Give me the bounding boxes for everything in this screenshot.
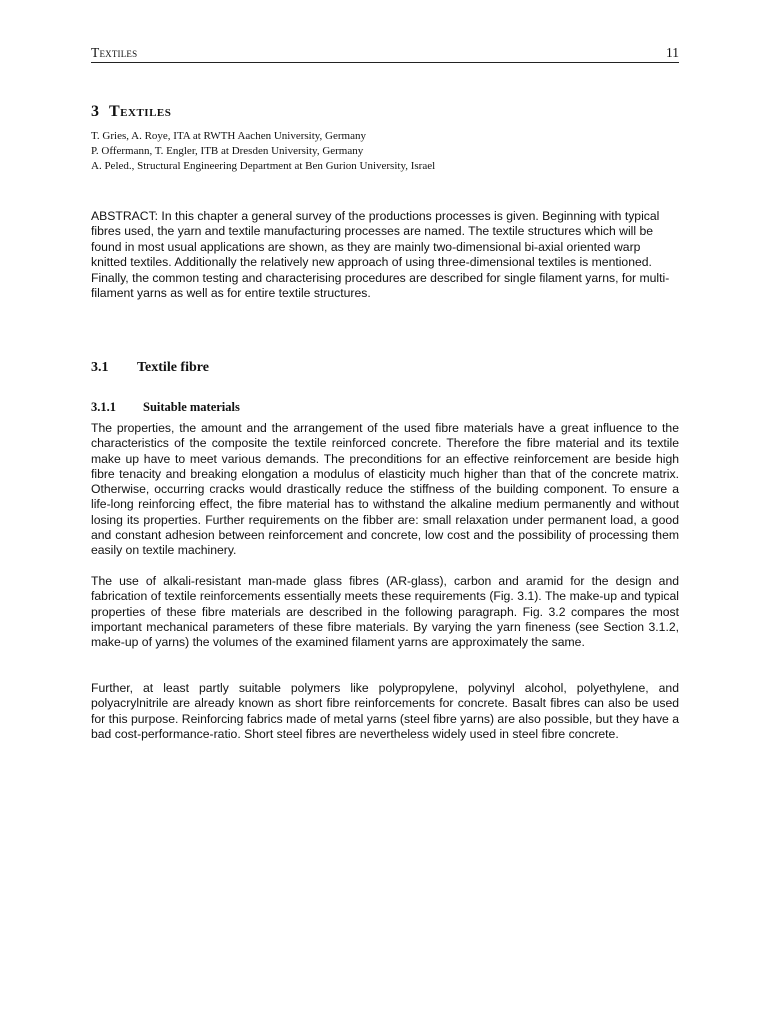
- section-number: 3.1: [91, 360, 109, 375]
- body-paragraph: Further, at least partly suitable polymers like polypropylene, polyvinyl alcohol, polyethylene, and polyacrylnitrile are already known as short fibre reinforcements for concrete. Basalt fibres can also be used for this purpose. Reinforcing fabrics made of metal yarns (steel fibre yarns) are also possible, but they have a bad cost-performance-ratio. Short steel fibres are nevertheless widely used in steel fibre concrete.: [91, 681, 679, 741]
- subsection-title: Suitable materials: [143, 400, 240, 414]
- chapter-number: 3: [91, 103, 100, 120]
- subsection-heading: [91, 400, 240, 415]
- author-line: T. Gries, A. Roye, ITA at RWTH Aachen University, Germany: [91, 130, 366, 142]
- section-title: Textile fibre: [137, 360, 209, 375]
- running-header: [91, 44, 679, 63]
- section-heading: [91, 360, 209, 376]
- chapter-title-text: Textiles: [109, 103, 172, 120]
- body-paragraph: The use of alkali-resistant man-made glass fibres (AR-glass), carbon and aramid for the design and fabrication of textile reinforcements essentially meets these requirements (Fig. 3.1). The make-up and typical properties of these fibre materials are described in the following paragraph. Fig. 3.2 compares the most important mechanical parameters of these fibre materials. By varying the yarn fineness (see Section 3.1.2, make-up of yarns) the volumes of the examined filament yarns are approximately the same.: [91, 574, 679, 650]
- subsection-number: 3.1.1: [91, 400, 116, 414]
- running-header-title: Textiles: [91, 45, 138, 60]
- document-page: [91, 0, 679, 1024]
- abstract: ABSTRACT: In this chapter a general survey of the productions processes is given. Beginning with typical fibres used, the yarn and textile manufacturing processes are named. The textile structures which will be found in most usual applications are shown, as they are mainly two-dimensional bi-axial oriented warp knitted textiles. Additionally the relatively new approach of using three-dimensional textiles is mentioned. Finally, the common testing and characterising procedures are described for single filament yarns, for multi-filament yarns as well as for entire textile structures.: [91, 209, 670, 301]
- chapter-title: [91, 103, 171, 121]
- page-number: 11: [666, 45, 679, 60]
- author-line: P. Offermann, T. Engler, ITB at Dresden University, Germany: [91, 145, 364, 157]
- body-paragraph: The properties, the amount and the arrangement of the used fibre materials have a great influence to the characteristics of the composite the textile reinforced concrete. Therefore the fibre material and its textile make up have to meet various demands. The preconditions for an effective reinforcement are beside high fibre tenacity and breaking elongation a modulus of elasticity much higher than that of the concrete matrix. Otherwise, occurring cracks would drastically reduce the stiffness of the building component. To ensure a life-long reinforcing effect, the fibre material has to withstand the alkaline medium permanently and without losing its properties. Further requirements on the fibber are: small relaxation under permanent load, a good and constant adhesion between reinforcement and concrete, low cost and the possibility of processing them easily on textile machinery.: [91, 421, 679, 558]
- author-list: [91, 129, 679, 174]
- author-line: A. Peled., Structural Engineering Department at Ben Gurion University, Israel: [91, 160, 436, 172]
